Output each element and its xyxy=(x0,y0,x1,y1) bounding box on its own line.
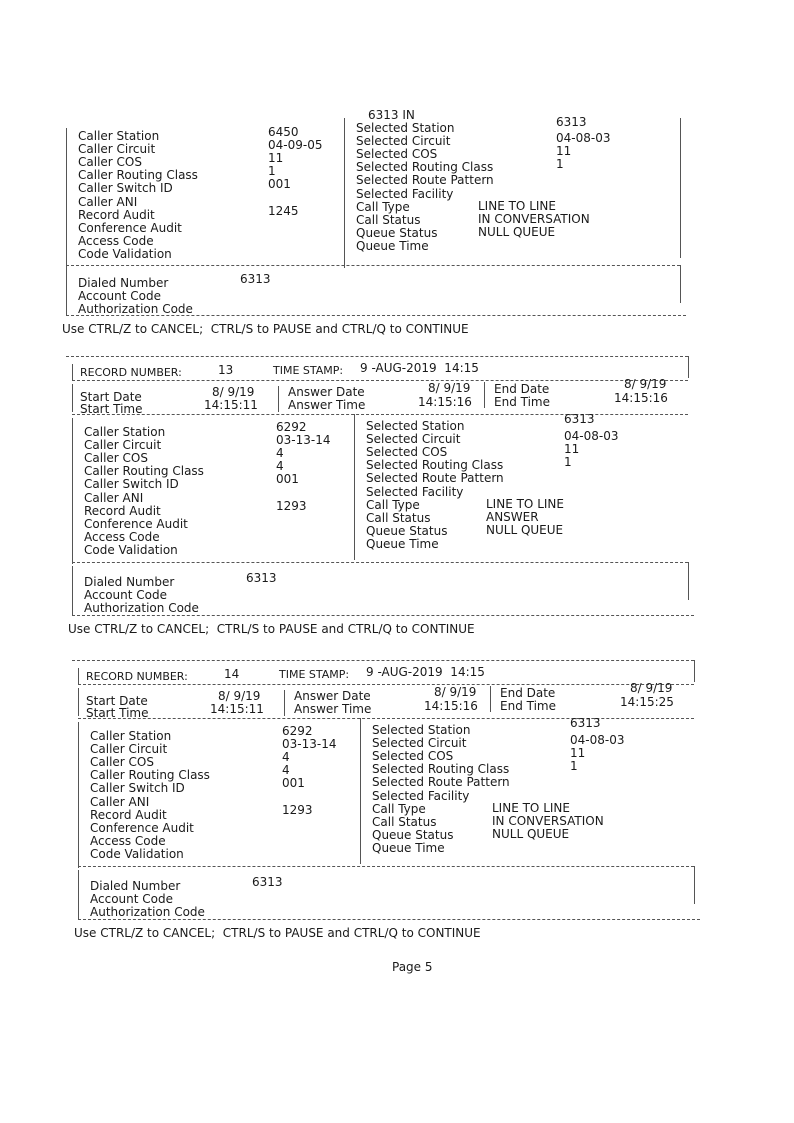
start-date-label: Start Date xyxy=(86,694,148,708)
field-label: Selected Route Pattern xyxy=(372,775,510,790)
field-value: 6450 xyxy=(268,125,299,139)
right-border xyxy=(688,356,689,378)
end-time-label: End Time xyxy=(494,395,550,409)
start-time-label: Start Time xyxy=(80,402,143,416)
start-time: 14:15:11 xyxy=(204,398,258,412)
field-label: Authorization Code xyxy=(78,302,193,316)
field-value: NULL QUEUE xyxy=(486,522,564,537)
field-label: Caller Routing Class xyxy=(90,768,210,783)
field-value: 6313 xyxy=(252,875,283,889)
column-divider xyxy=(484,382,485,408)
field-label: Caller Station xyxy=(90,729,172,743)
left-border xyxy=(66,128,67,268)
field-value: 6292 xyxy=(282,724,313,738)
field-value: IN CONVERSATION xyxy=(492,813,604,828)
field-label: Selected Station xyxy=(372,723,471,737)
left-border xyxy=(72,566,73,616)
right-border xyxy=(688,562,689,600)
timestamp: 9 -AUG-2019 14:15 xyxy=(360,361,479,375)
field-label: Record Audit xyxy=(90,807,167,822)
divider xyxy=(72,414,688,415)
field-label: Queue Time xyxy=(372,840,445,855)
field-value: LINE TO LINE xyxy=(486,496,564,511)
field-label: Selected Facility xyxy=(372,788,470,803)
field-value: 1293 xyxy=(282,802,313,817)
field-label: Caller Station xyxy=(78,129,160,143)
field-label: Call Status xyxy=(356,212,421,227)
field-label: Access Code xyxy=(78,233,154,248)
divider xyxy=(72,615,694,616)
field-label: Selected COS xyxy=(366,445,448,460)
end-date-label: End Date xyxy=(500,686,556,700)
divider xyxy=(78,919,700,920)
field-label: Selected Routing Class xyxy=(372,762,510,777)
field-value: 03-13-14 xyxy=(276,433,331,448)
field-label: Caller Routing Class xyxy=(78,168,198,183)
field-label: Selected Facility xyxy=(366,484,464,499)
answer-date: 8/ 9/19 xyxy=(434,685,477,699)
field-label: Selected Facility xyxy=(356,186,454,201)
field-value: 6292 xyxy=(276,420,307,434)
divider xyxy=(78,866,694,867)
field-label: Caller ANI xyxy=(78,194,138,209)
left-border xyxy=(78,722,79,868)
divider xyxy=(78,718,694,719)
field-label: Queue Time xyxy=(356,238,429,253)
field-value: 4 xyxy=(276,459,284,474)
field-label: Queue Status xyxy=(372,827,454,842)
pause-note: Use CTRL/Z to CANCEL; CTRL/S to PAUSE and CTRL/Q to CONTINUE xyxy=(68,622,475,636)
left-border xyxy=(72,364,73,380)
right-border xyxy=(694,866,695,904)
page-number: Page 5 xyxy=(392,960,433,974)
column-divider xyxy=(354,414,355,560)
answer-time-label: Answer Time xyxy=(294,702,372,716)
field-label: Access Code xyxy=(84,529,160,544)
field-label: Queue Status xyxy=(366,523,448,538)
timestamp: 9 -AUG-2019 14:15 xyxy=(366,665,485,679)
field-value: 4 xyxy=(276,446,284,461)
field-label: Caller ANI xyxy=(84,490,144,505)
answer-date-label: Answer Date xyxy=(288,385,365,399)
start-time-label: Start Time xyxy=(86,706,149,720)
field-label: Selected COS xyxy=(356,147,438,162)
field-value: 4 xyxy=(282,750,290,765)
start-time: 14:15:11 xyxy=(210,702,264,716)
field-value: 1 xyxy=(570,759,578,774)
answer-date: 8/ 9/19 xyxy=(428,381,471,395)
left-border xyxy=(78,688,79,716)
field-label: Record Audit xyxy=(78,207,155,222)
answer-time: 14:15:16 xyxy=(418,395,472,409)
field-label: Caller Station xyxy=(84,425,166,439)
left-border xyxy=(66,268,67,316)
field-label: Selected Routing Class xyxy=(366,458,504,473)
field-value: IN CONVERSATION xyxy=(478,211,590,226)
divider xyxy=(66,315,686,316)
field-value: 1245 xyxy=(268,203,299,218)
end-time: 14:15:25 xyxy=(620,695,674,709)
field-value: 11 xyxy=(564,442,580,457)
field-label: Caller Switch ID xyxy=(78,181,173,196)
right-border xyxy=(694,660,695,682)
field-label: Account Code xyxy=(90,892,173,906)
right-border xyxy=(680,265,681,303)
field-label: Selected Route Pattern xyxy=(366,471,504,486)
field-label: Dialed Number xyxy=(84,575,175,589)
field-label: Caller Circuit xyxy=(90,742,168,757)
field-label: Conference Audit xyxy=(84,516,188,531)
field-value: 04-08-03 xyxy=(570,733,625,748)
timestamp-label: TIME STAMP: xyxy=(279,668,350,681)
field-label: Call Type xyxy=(356,199,410,214)
end-date: 8/ 9/19 xyxy=(624,377,667,391)
divider xyxy=(66,265,680,266)
field-value: 04-09-05 xyxy=(268,138,323,153)
record-number: 13 xyxy=(218,363,234,377)
field-value: 6313 xyxy=(564,412,595,426)
divider xyxy=(72,660,694,661)
field-value: 04-08-03 xyxy=(564,429,619,444)
field-value: LINE TO LINE xyxy=(478,198,556,213)
header-extra: 6313 IN xyxy=(368,108,415,122)
column-divider xyxy=(490,686,491,712)
record-number-label: RECORD NUMBER: xyxy=(86,670,188,683)
start-date: 8/ 9/19 xyxy=(218,689,261,703)
field-label: Dialed Number xyxy=(78,276,169,290)
answer-time: 14:15:16 xyxy=(424,699,478,713)
field-label: Call Status xyxy=(372,814,437,829)
field-label: Caller Circuit xyxy=(84,438,162,453)
field-value: 1293 xyxy=(276,498,307,513)
field-label: Queue Time xyxy=(366,536,439,551)
left-border xyxy=(78,668,79,684)
field-label: Selected Route Pattern xyxy=(356,173,494,188)
field-label: Caller COS xyxy=(78,155,142,170)
field-label: Selected Circuit xyxy=(366,432,461,447)
field-value: 1 xyxy=(268,164,276,179)
field-label: Selected Circuit xyxy=(356,134,451,149)
field-value: 6313 xyxy=(246,571,277,585)
record-number-label: RECORD NUMBER: xyxy=(80,366,182,379)
field-value: 6313 xyxy=(556,115,587,129)
column-divider xyxy=(344,118,345,268)
end-date: 8/ 9/19 xyxy=(630,681,673,695)
field-label: Call Type xyxy=(372,801,426,816)
field-value: 1 xyxy=(556,157,564,172)
field-value: 11 xyxy=(570,746,586,761)
field-value: 4 xyxy=(282,763,290,778)
field-value: 6313 xyxy=(240,272,271,286)
field-label: Conference Audit xyxy=(90,820,194,835)
divider xyxy=(66,356,688,357)
field-label: Code Validation xyxy=(84,542,178,557)
record-number: 14 xyxy=(224,667,240,681)
divider xyxy=(72,562,688,563)
end-time-label: End Time xyxy=(500,699,556,713)
field-value: NULL QUEUE xyxy=(492,826,570,841)
field-label: Code Validation xyxy=(90,846,184,861)
field-label: Caller Switch ID xyxy=(84,477,179,492)
column-divider xyxy=(284,690,285,716)
field-label: Record Audit xyxy=(84,503,161,518)
field-label: Call Status xyxy=(366,510,431,525)
field-label: Authorization Code xyxy=(84,601,199,615)
field-value: LINE TO LINE xyxy=(492,800,570,815)
field-label: Selected COS xyxy=(372,749,454,764)
field-value: 001 xyxy=(282,776,305,791)
field-label: Account Code xyxy=(78,289,161,303)
field-label: Selected Circuit xyxy=(372,736,467,751)
column-divider xyxy=(278,386,279,412)
field-label: Selected Station xyxy=(356,121,455,135)
field-label: Caller Switch ID xyxy=(90,781,185,796)
end-date-label: End Date xyxy=(494,382,550,396)
field-value: 001 xyxy=(276,472,299,487)
field-value: 001 xyxy=(268,177,291,192)
field-label: Queue Status xyxy=(356,225,438,240)
field-value: 04-08-03 xyxy=(556,131,611,146)
divider xyxy=(78,684,694,685)
field-label: Conference Audit xyxy=(78,220,182,235)
field-label: Caller Routing Class xyxy=(84,464,204,479)
pause-note: Use CTRL/Z to CANCEL; CTRL/S to PAUSE and CTRL/Q to CONTINUE xyxy=(74,926,481,940)
field-label: Caller COS xyxy=(90,755,154,770)
field-value: 03-13-14 xyxy=(282,737,337,752)
pause-note: Use CTRL/Z to CANCEL; CTRL/S to PAUSE and CTRL/Q to CONTINUE xyxy=(62,322,469,336)
field-value: 11 xyxy=(556,144,572,159)
answer-date-label: Answer Date xyxy=(294,689,371,703)
field-label: Call Type xyxy=(366,497,420,512)
column-divider xyxy=(360,718,361,864)
field-label: Account Code xyxy=(84,588,167,602)
field-label: Dialed Number xyxy=(90,879,181,893)
field-label: Caller ANI xyxy=(90,794,150,809)
field-value: 6313 xyxy=(570,716,601,730)
field-label: Caller Circuit xyxy=(78,142,156,157)
right-border xyxy=(680,118,681,258)
answer-time-label: Answer Time xyxy=(288,398,366,412)
field-value: ANSWER xyxy=(486,509,539,524)
left-border xyxy=(78,870,79,920)
field-value: 1 xyxy=(564,455,572,470)
field-value: 11 xyxy=(268,151,284,166)
field-label: Selected Station xyxy=(366,419,465,433)
field-label: Authorization Code xyxy=(90,905,205,919)
field-label: Code Validation xyxy=(78,246,172,261)
field-value: NULL QUEUE xyxy=(478,224,556,239)
field-label: Selected Routing Class xyxy=(356,160,494,175)
left-border xyxy=(72,384,73,412)
end-time: 14:15:16 xyxy=(614,391,668,405)
start-date: 8/ 9/19 xyxy=(212,385,255,399)
left-border xyxy=(72,418,73,564)
field-label: Access Code xyxy=(90,833,166,848)
divider xyxy=(72,380,688,381)
timestamp-label: TIME STAMP: xyxy=(273,364,344,377)
field-label: Caller COS xyxy=(84,451,148,466)
start-date-label: Start Date xyxy=(80,390,142,404)
